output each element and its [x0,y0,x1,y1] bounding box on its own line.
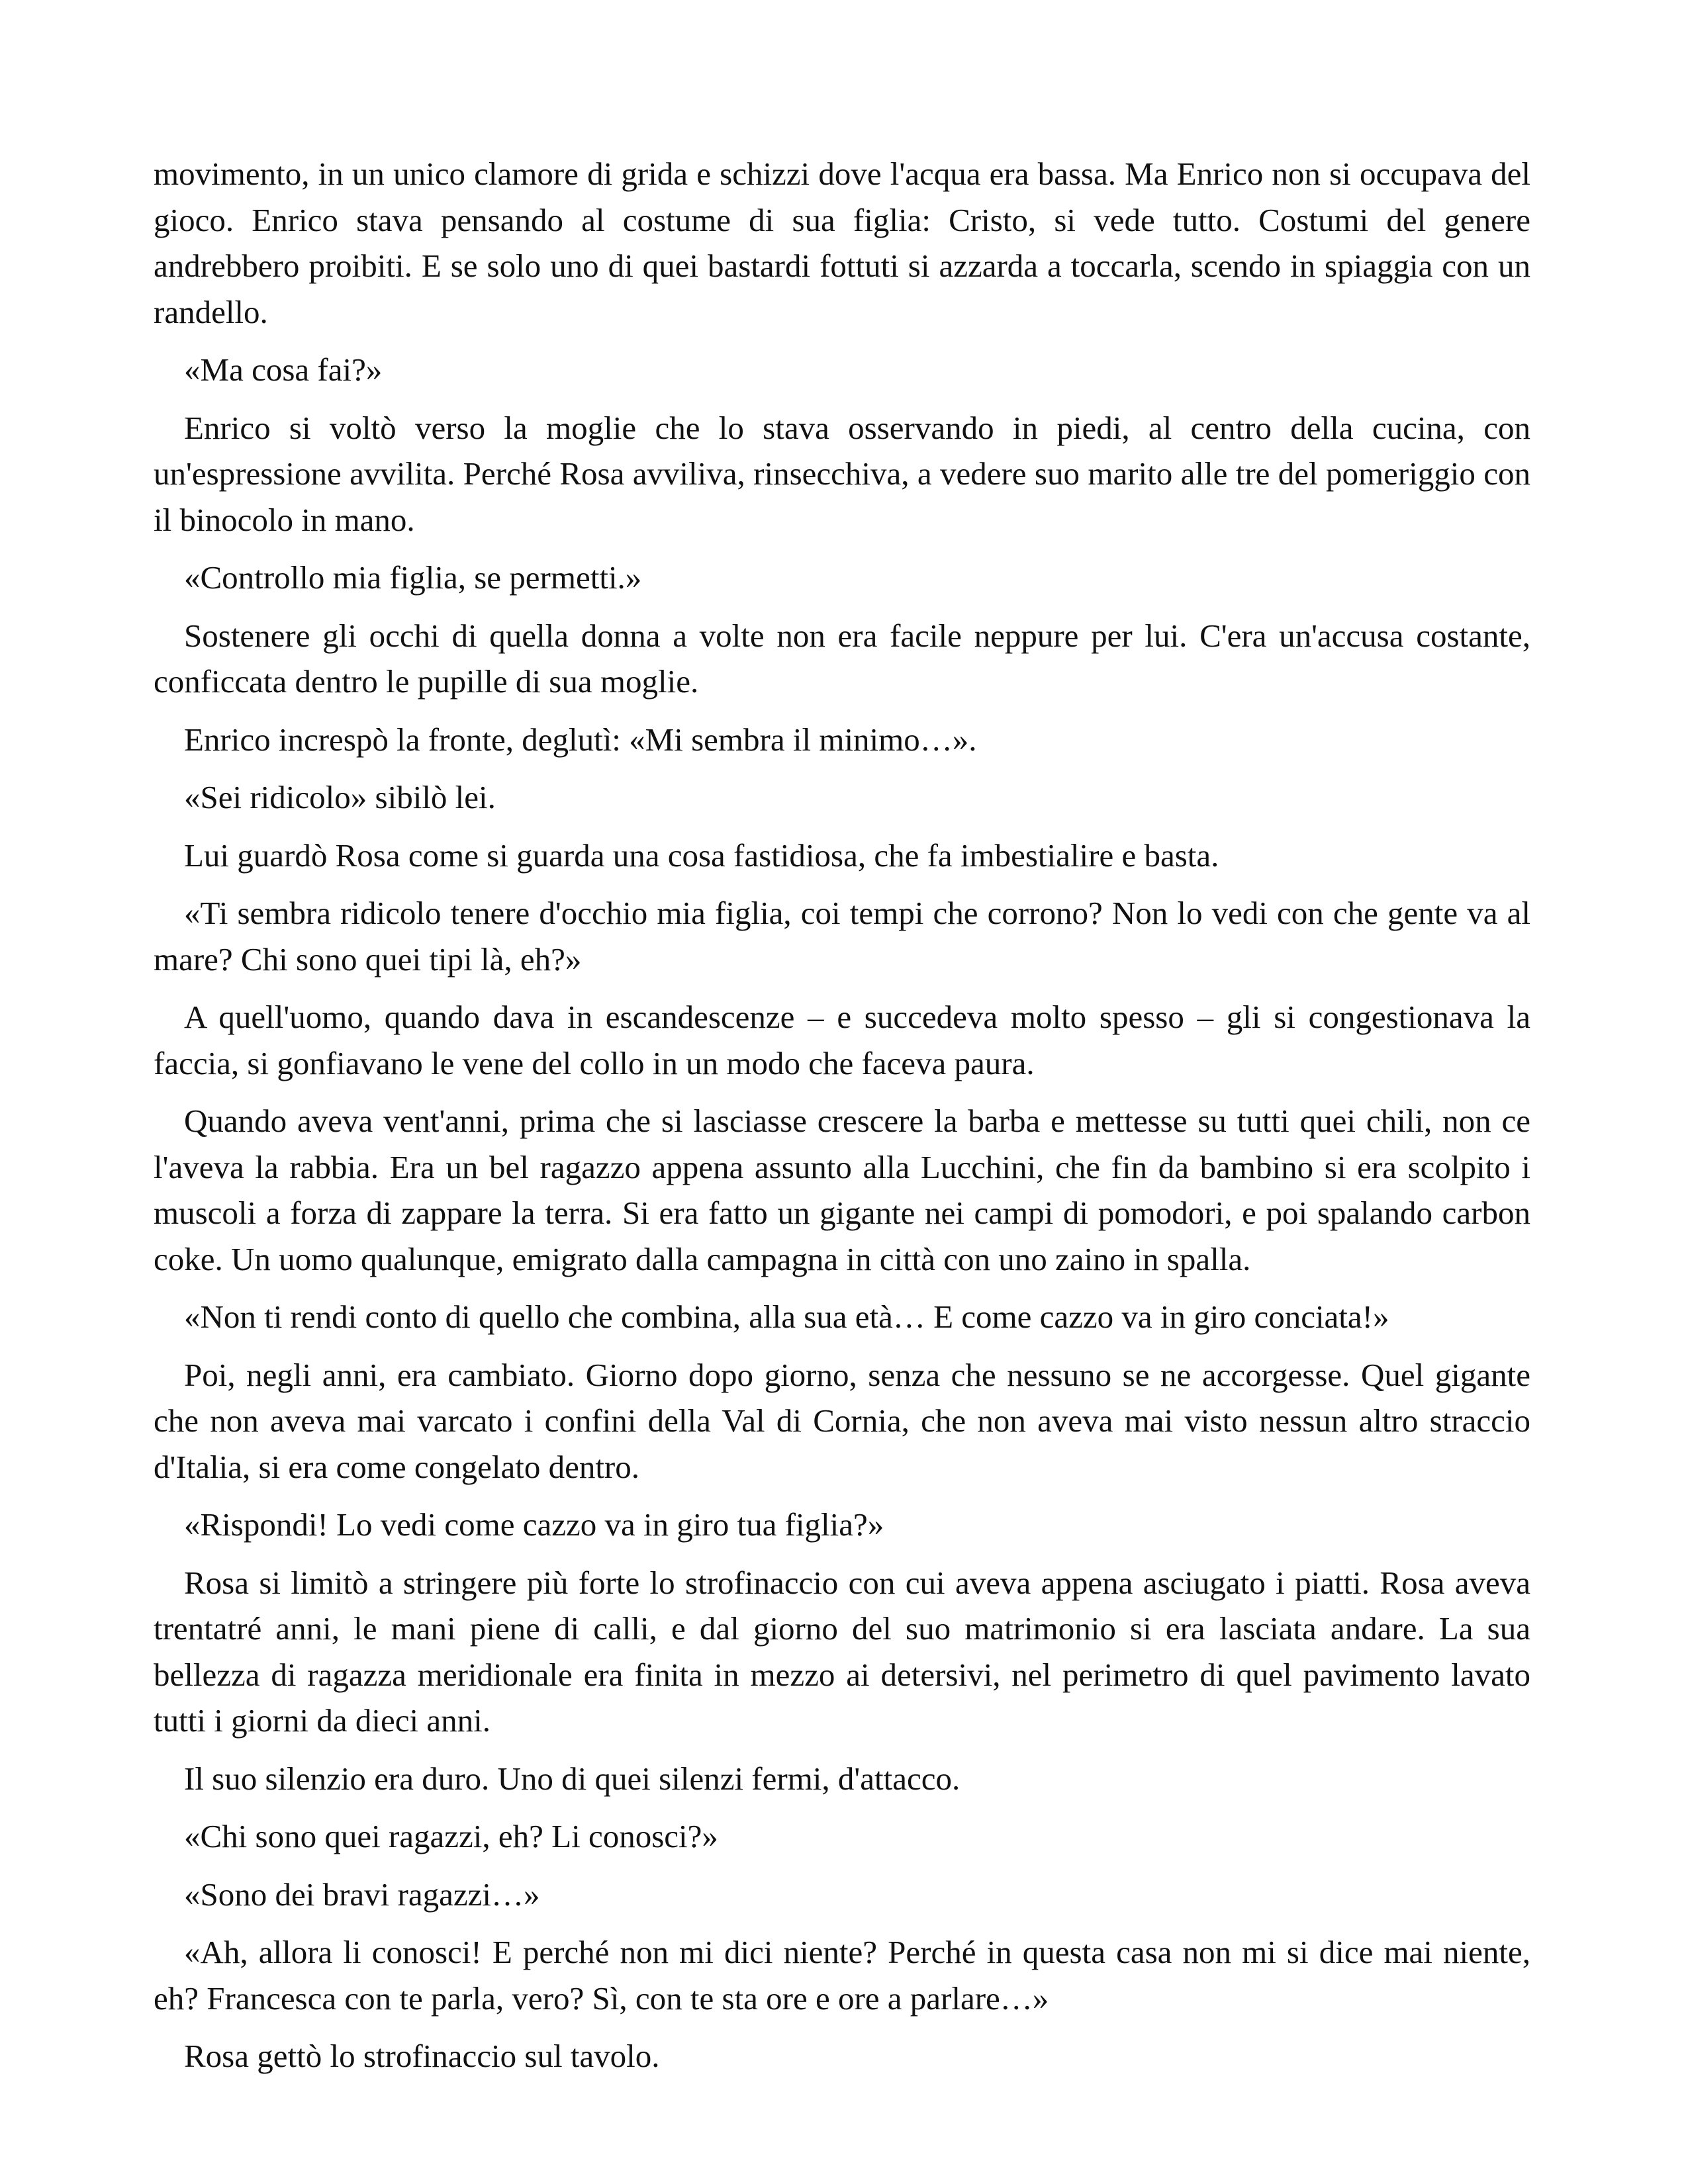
paragraph-10: A quell'uomo, quando dava in escandescenze – e succedeva molto spesso – gli si congestionava la faccia, si gonfiavano le vene del collo in un modo che faceva paura. [154,999,1530,1081]
paragraph-14: «Rispondi! Lo vedi come cazzo va in giro tua figlia?» [184,1506,884,1543]
paragraph-12: «Non ti rendi conto di quello che combina, alla sua età… E come cazzo va in giro conciata!» [184,1298,1389,1335]
paragraph-5: Sostenere gli occhi di quella donna a volte non era facile neppure per lui. C'era un'accusa costante, conficcata dentro le pupille di sua moglie. [154,617,1530,700]
paragraph-2: «Ma cosa fai?» [184,351,383,388]
paragraph-11: Quando aveva vent'anni, prima che si lasciasse crescere la barba e mettesse su tutti quei chili, non ce l'aveva la rabbia. Era un bel ragazzo appena assunto alla Lucchini, che fin da bambino si era scolpito i muscoli a forza di zappare la terra. Si era fatto un gigante nei campi di pomodori, e poi spalando carbon coke. Un uomo qualunque, emigrato dalla campagna in città con uno zaino in spalla. [154,1103,1530,1277]
paragraph-9: «Ti sembra ridicolo tenere d'occhio mia figlia, coi tempi che corrono? Non lo vedi con che gente va al mare? Chi sono quei tipi là, eh?» [154,895,1530,978]
paragraph-20: Rosa gettò lo strofinaccio sul tavolo. [184,2038,660,2074]
paragraph-1: movimento, in un unico clamore di grida e schizzi dove l'acqua era bassa. Ma Enrico non si occupava del gioco. Enrico stava pensando al costume di sua figlia: Cristo, si vede tutto. Costumi del genere andrebbero proibiti. E se solo uno di quei bastardi fottuti si azzarda a toccarla, scendo in spiaggia con un randello. [154,156,1530,330]
paragraph-17: «Chi sono quei ragazzi, eh? Li conosci?» [184,1818,718,1854]
paragraph-4: «Controllo mia figlia, se permetti.» [184,559,642,596]
paragraph-13: Poi, negli anni, era cambiato. Giorno dopo giorno, senza che nessuno se ne accorgesse. Quel gigante che non aveva mai varcato i confini della Val di Cornia, che non aveva mai visto nessun altro straccio d'Italia, si era come congelato dentro. [154,1356,1530,1485]
paragraph-7: «Sei ridicolo» sibilò lei. [184,779,496,815]
paragraph-16: Il suo silenzio era duro. Uno di quei silenzi fermi, d'attacco. [184,1760,961,1797]
paragraph-15: Rosa si limitò a stringere più forte lo strofinaccio con cui aveva appena asciugato i piatti. Rosa aveva trentatré anni, le mani piene di calli, e dal giorno del suo matrimonio si era lasciata andare. La sua bellezza di ragazza meridionale era finita in mezzo ai detersivi, nel perimetro di quel pavimento lavato tutti i giorni da dieci anni. [154,1564,1530,1739]
document-page [154,151,1530,2091]
paragraph-3: Enrico si voltò verso la moglie che lo stava osservando in piedi, al centro della cucina, con un'espressione avvilita. Perché Rosa avviliva, rinsecchiva, a vedere suo marito alle tre del pomeriggio con il binocolo in mano. [154,409,1530,538]
paragraph-8: Lui guardò Rosa come si guarda una cosa fastidiosa, che fa imbestialire e basta. [184,837,1219,874]
paragraph-18: «Sono dei bravi ragazzi…» [184,1876,540,1913]
paragraph-19: «Ah, allora li conosci! E perché non mi dici niente? Perché in questa casa non mi si dice mai niente, eh? Francesca con te parla, vero? Sì, con te sta ore e ore a parlare…» [154,1934,1530,2017]
paragraph-6: Enrico increspò la fronte, deglutì: «Mi sembra il minimo…». [184,721,977,758]
